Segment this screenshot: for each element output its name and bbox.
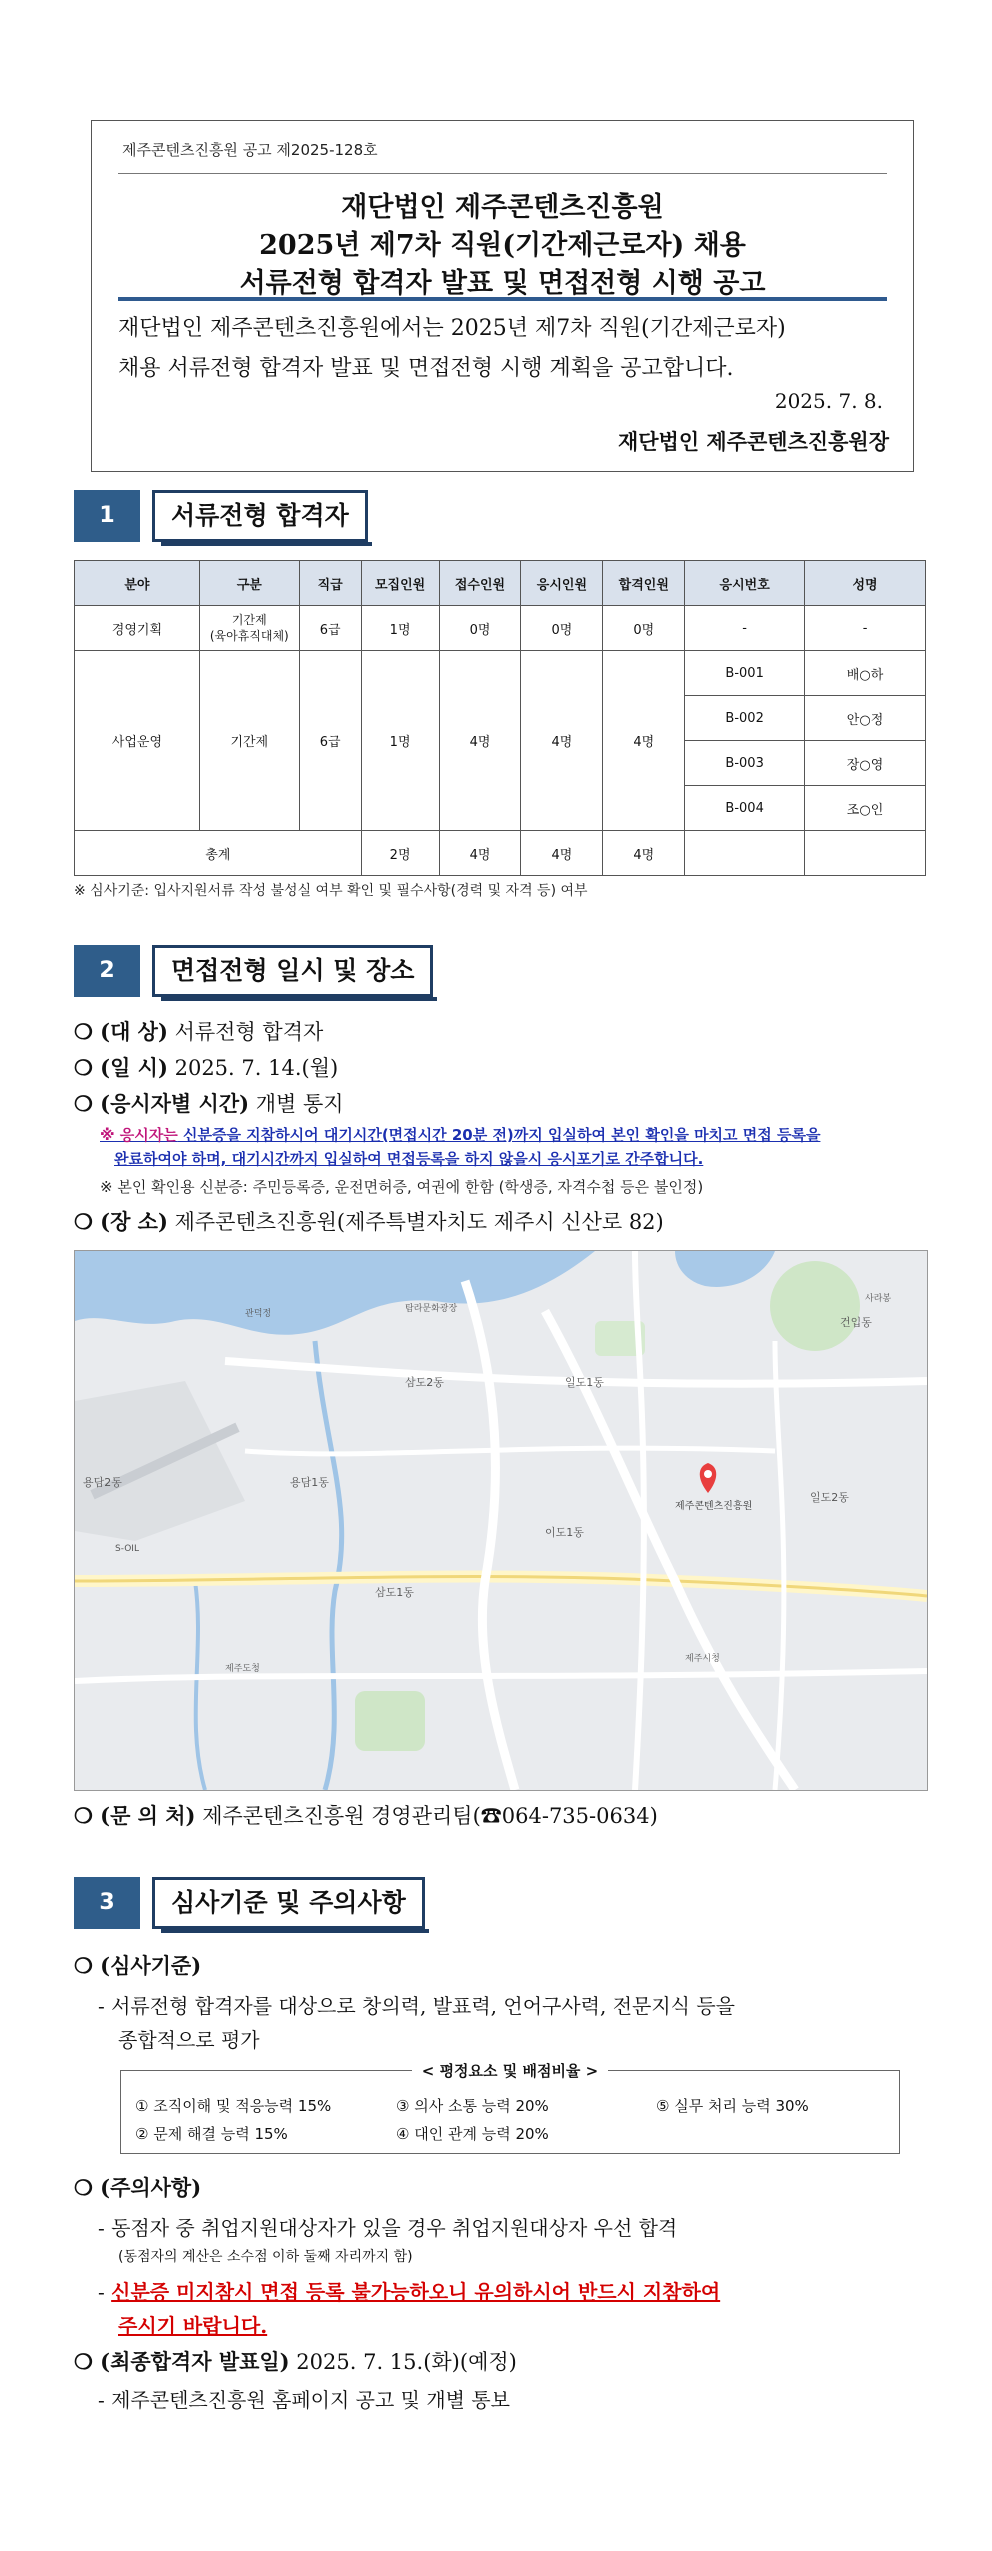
criteria-text-line-1: - 서류전형 합격자를 대상으로 창의력, 발표력, 언어구사력, 전문지식 등을 bbox=[98, 1994, 735, 2018]
table-header-cell: 직급 bbox=[299, 561, 361, 606]
criteria-line bbox=[74, 1950, 201, 1980]
table-cell: 기간제 bbox=[199, 651, 299, 831]
table-cell: 0명 bbox=[439, 606, 521, 651]
section-number: 1 bbox=[74, 490, 140, 542]
place-line bbox=[74, 1206, 664, 1236]
caution-key: ❍ (주의사항) bbox=[74, 2175, 202, 2200]
notice-body bbox=[118, 309, 887, 389]
notice-divider bbox=[118, 173, 887, 174]
arrival-note-line-1 bbox=[100, 1124, 820, 1145]
arrival-note-line-2: 완료하여야 하며, 대기시간까지 입실하여 면접등록을 하지 않을시 응시포기로 간주합니다. bbox=[114, 1150, 704, 1168]
map-label: 관덕정 bbox=[245, 1309, 272, 1319]
table-cell: 4명 bbox=[603, 651, 685, 831]
final-value: 2025. 7. 15.(화)(예정) bbox=[296, 2350, 517, 2374]
criteria-key: ❍ (심사기준) bbox=[74, 1953, 202, 1978]
map-label: 용담1동 bbox=[290, 1476, 329, 1489]
candidate-name: 배○하 bbox=[805, 651, 926, 696]
caution-red-line-2 bbox=[118, 2310, 267, 2339]
target-key: ❍ (대 상) bbox=[74, 1019, 168, 1044]
caution-line bbox=[74, 2172, 201, 2202]
final-key: ❍ (최종합격자 발표일) bbox=[74, 2349, 290, 2374]
place-key: ❍ (장 소) bbox=[74, 1209, 168, 1234]
table-cell bbox=[685, 831, 805, 876]
map-label: 제주도청 bbox=[225, 1664, 260, 1674]
candidate-name: 조○인 bbox=[805, 786, 926, 831]
evaluation-item: ⑤ 실무 처리 능력 30% bbox=[656, 2097, 809, 2115]
criteria-text-line-2: 종합적으로 평가 bbox=[118, 2028, 260, 2052]
table-cell: 6급 bbox=[299, 651, 361, 831]
table-cell: 사업운영 bbox=[75, 651, 200, 831]
candidate-number: B-001 bbox=[685, 651, 805, 696]
caution-red-text-2: 주시기 바랍니다. bbox=[118, 2314, 268, 2338]
evaluation-item: ② 문제 해결 능력 15% bbox=[135, 2125, 288, 2143]
map-label: 건입동 bbox=[840, 1316, 872, 1329]
table-cell: 1명 bbox=[361, 651, 439, 831]
table-header-cell: 접수인원 bbox=[439, 561, 521, 606]
table-footnote: ※ 심사기준: 입사지원서류 작성 불성실 여부 확인 및 필수사항(경력 및 자격 등) 여부 bbox=[74, 883, 588, 899]
notice-body-line-1: 재단법인 제주콘텐츠진흥원에서는 2025년 제7차 직원(기간제근로자) bbox=[118, 316, 786, 341]
park-area bbox=[770, 1261, 860, 1351]
caution-text-1: - 동점자 중 취업지원대상자가 있을 경우 취업지원대상자 우선 합격 bbox=[98, 2216, 678, 2240]
evaluation-item: ③ 의사 소통 능력 20% bbox=[396, 2097, 549, 2115]
candidate-name: 안○정 bbox=[805, 696, 926, 741]
map-label: 이도1동 bbox=[545, 1526, 584, 1539]
table-cell: 6급 bbox=[299, 606, 361, 651]
table-header-cell: 응시인원 bbox=[521, 561, 603, 606]
table-cell: 4명 bbox=[521, 831, 603, 876]
map-label: 삼도1동 bbox=[375, 1586, 414, 1599]
evaluation-title-text: < 평정요소 및 배점비율 > bbox=[412, 2062, 608, 2080]
notice-body-line-2: 채용 서류전형 합격자 발표 및 면접전형 시행 계획을 공고합니다. bbox=[118, 356, 734, 381]
section-title: 서류전형 합격자 bbox=[152, 490, 368, 542]
date-key: ❍ (일 시) bbox=[74, 1055, 168, 1080]
evaluation-title bbox=[121, 2060, 899, 2081]
table-cell: 0명 bbox=[603, 606, 685, 651]
contact-key: ❍ (문 의 처) bbox=[74, 1803, 196, 1828]
section-title: 심사기준 및 주의사항 bbox=[152, 1877, 425, 1929]
map-label: 일도1동 bbox=[565, 1376, 604, 1389]
table-header-row bbox=[75, 561, 926, 606]
map-graphic bbox=[75, 1251, 927, 1790]
map-label: 일도2동 bbox=[810, 1491, 849, 1504]
table-row bbox=[75, 651, 926, 696]
map-label: S-OIL bbox=[115, 1544, 139, 1554]
final-line bbox=[74, 2346, 517, 2376]
notice-org: 재단법인 제주콘텐츠진흥원장 bbox=[617, 429, 889, 454]
evaluation-item: ① 조직이해 및 적응능력 15% bbox=[135, 2097, 332, 2115]
passers-table bbox=[74, 560, 926, 876]
caution-red-line-1 bbox=[98, 2276, 720, 2305]
table-cell: 4명 bbox=[521, 651, 603, 831]
table-row bbox=[75, 606, 926, 651]
table-cell: 0명 bbox=[521, 606, 603, 651]
candidate-name: 장○영 bbox=[805, 741, 926, 786]
table-cell: 4명 bbox=[439, 651, 521, 831]
table-cell: 기간제 (육아휴직대체) bbox=[199, 606, 299, 651]
title-line-3: 서류전형 합격자 발표 및 면접전형 시행 공고 bbox=[239, 268, 766, 299]
table-cell: 4명 bbox=[603, 831, 685, 876]
table-total-row bbox=[75, 831, 926, 876]
table-cell: 2명 bbox=[361, 831, 439, 876]
id-note: ※ 본인 확인용 신분증: 주민등록증, 운전면허증, 여권에 한함 (학생증, 자격수첩 등은 불인정) bbox=[100, 1178, 704, 1196]
caution-dash: - bbox=[98, 2280, 105, 2304]
map-label: 제주시청 bbox=[685, 1654, 720, 1664]
table-cell: 총계 bbox=[75, 831, 362, 876]
date-line bbox=[74, 1052, 338, 1082]
caution-text-2: (동점자의 계산은 소수점 이하 둘째 자리까지 함) bbox=[118, 2249, 413, 2265]
section-number: 3 bbox=[74, 1877, 140, 1929]
notice-date: 2025. 7. 8. bbox=[774, 389, 883, 413]
caution-red-text-1: 신분증 미지참시 면접 등록 불가능하오니 유의하시어 반드시 지참하여 bbox=[111, 2280, 721, 2304]
table-cell: - bbox=[805, 606, 926, 651]
place-value: 제주콘텐츠진흥원(제주특별자치도 제주시 신산로 82) bbox=[174, 1210, 664, 1234]
table-cell: 4명 bbox=[439, 831, 521, 876]
final-text: - 제주콘텐츠진흥원 홈페이지 공고 및 개별 통보 bbox=[98, 2388, 510, 2412]
table-cell: - bbox=[685, 606, 805, 651]
table-cell: 1명 bbox=[361, 606, 439, 651]
evaluation-item: ④ 대인 관계 능력 20% bbox=[396, 2125, 549, 2143]
time-key: ❍ (응시자별 시간) bbox=[74, 1091, 250, 1116]
map-label: 삼도2동 bbox=[405, 1376, 444, 1389]
candidate-number: B-002 bbox=[685, 696, 805, 741]
arrival-note-text: 신분증을 지참하시어 대기시간(면접시간 20분 전)까지 입실하여 본인 확인을 마치고 면접 등록을 bbox=[183, 1126, 821, 1144]
notice-number: 제주콘텐츠진흥원 공고 제2025-128호 bbox=[122, 141, 378, 159]
table-header-cell: 모집인원 bbox=[361, 561, 439, 606]
notice-header-box bbox=[91, 120, 914, 472]
time-line bbox=[74, 1088, 344, 1118]
table-header-cell: 분야 bbox=[75, 561, 200, 606]
table-header-cell: 합격인원 bbox=[603, 561, 685, 606]
map-label: 탐라문화광장 bbox=[405, 1304, 458, 1314]
table-header-cell: 성명 bbox=[805, 561, 926, 606]
arrival-note-lead: ※ 응시자는 bbox=[100, 1126, 178, 1144]
time-value: 개별 통지 bbox=[255, 1092, 344, 1116]
section-title: 면접전형 일시 및 장소 bbox=[152, 945, 433, 997]
map-label: 용담2동 bbox=[83, 1476, 122, 1489]
target-line bbox=[74, 1016, 323, 1046]
contact-line bbox=[74, 1800, 658, 1830]
table-cell bbox=[805, 831, 926, 876]
title-divider bbox=[118, 297, 887, 301]
section-number: 2 bbox=[74, 945, 140, 997]
evaluation-box bbox=[120, 2062, 900, 2154]
location-map[interactable] bbox=[74, 1250, 928, 1791]
candidate-number: B-003 bbox=[685, 741, 805, 786]
title-line-2: 2025년 제7차 직원(기간제근로자) 채용 bbox=[259, 230, 746, 261]
map-marker-label: 제주콘텐츠진흥원 bbox=[675, 1501, 753, 1512]
table-header-cell: 구분 bbox=[199, 561, 299, 606]
target-value: 서류전형 합격자 bbox=[174, 1020, 324, 1044]
title-line-1: 재단법인 제주콘텐츠진흥원 bbox=[341, 192, 664, 223]
candidate-number: B-004 bbox=[685, 786, 805, 831]
contact-value: 제주콘텐츠진흥원 경영관리팀(☎064-735-0634) bbox=[202, 1804, 658, 1828]
table-cell: 경영기획 bbox=[75, 606, 200, 651]
table-header-cell: 응시번호 bbox=[685, 561, 805, 606]
map-label: 사라봉 bbox=[865, 1294, 892, 1304]
date-value: 2025. 7. 14.(월) bbox=[174, 1056, 339, 1080]
